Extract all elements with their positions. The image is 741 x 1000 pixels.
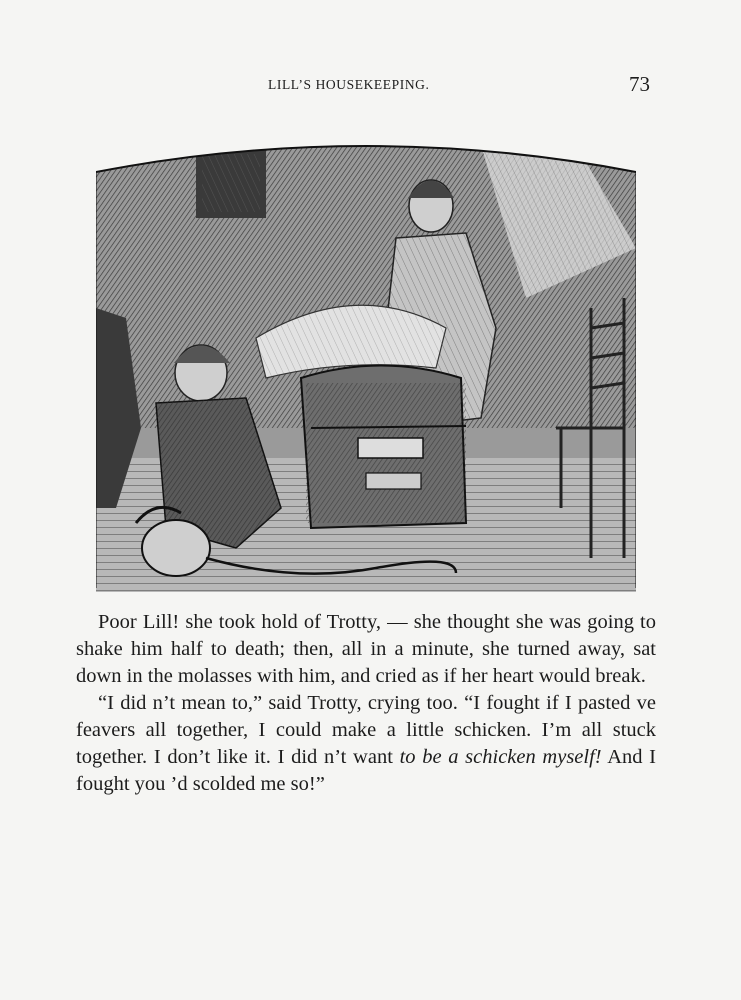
paragraph-1: Poor Lill! she took hold of Trotty, — she thought she was going to shake him half to death; then, all in a minute, she turned away, sat down in the molasses with him, and cried as if her heart would break. (76, 611, 656, 687)
page-number: 73 (629, 72, 650, 96)
paragraph-2-italic: to be a schicken myself! (399, 746, 602, 768)
body-text (76, 609, 656, 798)
paragraph-2-start: “I did n’t mean to,” said Trotty, crying too. “I fought if I pasted ve feavers all together, I could make a little schicken. I’m all stuck together. I don’t like it. I did n’t want (76, 692, 656, 768)
paragraph-2 (76, 690, 656, 798)
running-head: LILL’S HOUSEKEEPING. (268, 77, 430, 92)
engraving-illustration (96, 128, 636, 592)
paragraph-2-end: And I fought you ’d scolded me so!” (76, 746, 657, 795)
